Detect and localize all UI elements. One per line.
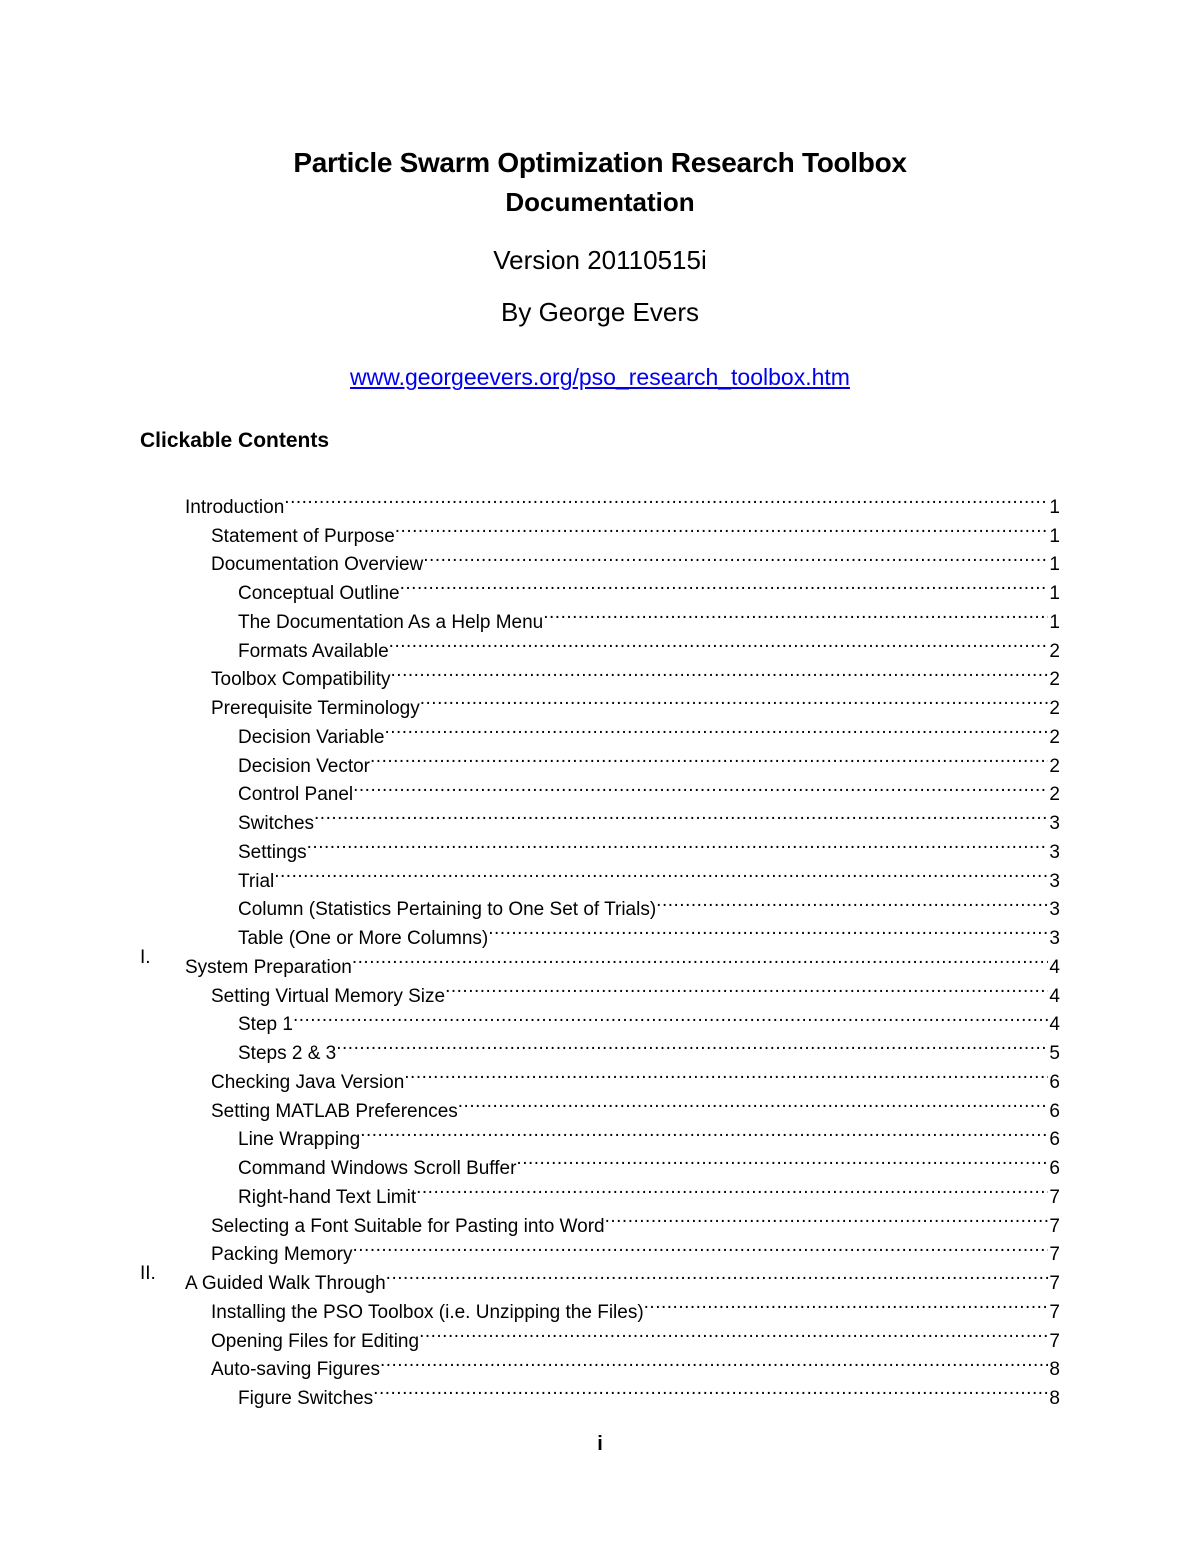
toc-entry-label: The Documentation As a Help Menu — [238, 611, 544, 633]
toc-entry-page: 6 — [1049, 1071, 1060, 1093]
toc-entry[interactable] — [140, 714, 1060, 748]
toc-entry-number: II. — [140, 1263, 156, 1285]
toc-entry[interactable] — [140, 1030, 1060, 1064]
toc-entry-label: Formats Available — [238, 640, 389, 662]
toc-entry-label: Auto-saving Figures — [211, 1359, 380, 1381]
toc-entry-page: 3 — [1049, 870, 1060, 892]
table-of-contents — [140, 484, 1060, 1409]
toc-dot-leader — [384, 714, 1048, 743]
toc-dot-leader — [458, 1088, 1049, 1117]
toc-entry[interactable] — [140, 1260, 1060, 1294]
toc-entry-label: Decision Vector — [238, 755, 371, 777]
toc-dot-leader — [380, 1347, 1048, 1376]
toc-entry-page: 7 — [1049, 1330, 1060, 1352]
toc-dot-leader — [314, 800, 1048, 829]
toc-entry[interactable] — [140, 1232, 1060, 1266]
toc-entry-page: 7 — [1049, 1301, 1060, 1323]
toc-dot-leader — [293, 1002, 1048, 1031]
toc-entry-label: Statement of Purpose — [211, 525, 395, 547]
toc-entry[interactable] — [140, 570, 1060, 604]
toc-entry-label: System Preparation — [185, 956, 352, 978]
toc-entry[interactable] — [140, 858, 1060, 892]
toc-entry-page: 8 — [1049, 1359, 1060, 1381]
document-url-line — [0, 358, 1200, 396]
toc-dot-leader — [353, 1232, 1049, 1261]
toc-entry[interactable] — [140, 657, 1060, 691]
toc-entry-label: Settings — [238, 841, 307, 863]
toc-entry-page: 1 — [1049, 496, 1060, 518]
toc-entry[interactable] — [140, 1088, 1060, 1122]
page-number: i — [597, 1433, 603, 1455]
toc-dot-leader — [423, 542, 1048, 571]
toc-dot-leader — [386, 1260, 1049, 1289]
toc-entry-page: 7 — [1049, 1244, 1060, 1266]
toc-entry[interactable] — [140, 829, 1060, 863]
toc-entry-page: 8 — [1049, 1388, 1060, 1409]
toolbox-url-link[interactable]: www.georgeevers.org/pso_research_toolbox.htm — [350, 364, 850, 390]
toc-entry-label: Control Panel — [238, 784, 354, 806]
toc-entry[interactable] — [140, 1059, 1060, 1093]
toc-entry-page: 7 — [1049, 1186, 1060, 1208]
toc-entry[interactable] — [140, 484, 1060, 518]
toc-entry-label: Switches — [238, 813, 315, 834]
toc-dot-leader — [307, 829, 1049, 858]
toc-dot-leader — [336, 1030, 1048, 1059]
toc-entry[interactable] — [140, 887, 1060, 921]
toc-entry-label: Checking Java Version — [211, 1071, 405, 1093]
toc-dot-leader — [644, 1289, 1049, 1318]
toc-dot-leader — [605, 1203, 1049, 1232]
toc-entry[interactable] — [140, 1318, 1060, 1352]
toc-dot-leader — [488, 915, 1048, 944]
toc-entry-label: Column (Statistics Pertaining to One Set of Trials) — [238, 899, 657, 921]
toc-dot-leader — [516, 1145, 1048, 1174]
toc-entry-page: 2 — [1049, 698, 1060, 719]
toc-entry-page: 1 — [1049, 525, 1060, 547]
toc-entry[interactable] — [140, 800, 1060, 834]
toc-entry-label: Setting Virtual Memory Size — [211, 985, 446, 1007]
toc-entry-page: 3 — [1049, 899, 1060, 921]
toc-entry-label: Packing Memory — [211, 1244, 353, 1266]
toc-dot-leader — [360, 1117, 1048, 1146]
document-subtitle: Documentation — [505, 187, 695, 217]
toc-entry-label: Opening Files for Editing — [211, 1330, 420, 1352]
toc-dot-leader — [395, 513, 1049, 542]
toc-dot-leader — [404, 1059, 1048, 1088]
document-title: Particle Swarm Optimization Research Toolbox — [293, 147, 907, 178]
toc-entry-label: Command Windows Scroll Buffer — [238, 1158, 517, 1179]
toc-entry-label: Line Wrapping — [238, 1129, 361, 1151]
toc-entry-label: Documentation Overview — [211, 554, 424, 576]
toc-entry-page: 1 — [1049, 611, 1060, 633]
toc-entry-page: 7 — [1049, 1273, 1060, 1294]
toc-entry-label: Table (One or More Columns) — [238, 928, 489, 949]
toc-entry-label: A Guided Walk Through — [185, 1273, 386, 1294]
toc-entry[interactable] — [140, 973, 1060, 1007]
toc-dot-leader — [352, 944, 1049, 973]
toc-dot-leader — [274, 858, 1048, 887]
toc-entry-page: 4 — [1049, 956, 1060, 978]
toc-entry[interactable] — [140, 513, 1060, 547]
toc-dot-leader — [445, 973, 1048, 1002]
toc-dot-leader — [419, 1318, 1048, 1347]
toc-entry[interactable] — [140, 1203, 1060, 1237]
toc-entry-page: 2 — [1049, 726, 1060, 748]
toc-entry[interactable] — [140, 1174, 1060, 1208]
toc-entry[interactable] — [140, 1117, 1060, 1151]
toc-entry-page: 2 — [1049, 669, 1060, 691]
toc-entry[interactable] — [140, 542, 1060, 576]
toc-entry-page: 1 — [1049, 554, 1060, 576]
toc-entry-page: 6 — [1049, 1158, 1060, 1179]
toc-entry-page: 3 — [1049, 928, 1060, 949]
toc-entry-page: 1 — [1049, 583, 1060, 604]
toc-entry[interactable] — [140, 1375, 1060, 1409]
toc-entry-label: Step 1 — [238, 1014, 293, 1036]
document-version: Version 20110515i — [493, 245, 707, 275]
toc-entry[interactable] — [140, 628, 1060, 662]
toc-entry-page: 4 — [1049, 985, 1060, 1007]
toc-dot-leader — [420, 685, 1049, 714]
document-author: By George Evers — [501, 297, 699, 327]
toc-entry[interactable] — [140, 685, 1060, 719]
toc-entry-page: 3 — [1049, 813, 1060, 834]
toc-entry-label: Conceptual Outline — [238, 583, 400, 604]
toc-entry-number: I. — [140, 947, 151, 968]
toc-entry[interactable] — [140, 1347, 1060, 1381]
toc-entry-page: 7 — [1049, 1215, 1060, 1237]
toc-entry[interactable] — [140, 599, 1060, 633]
toc-entry-label: Introduction — [185, 496, 285, 518]
toc-entry-page: 2 — [1049, 755, 1060, 777]
toc-dot-leader — [391, 657, 1049, 686]
toc-entry[interactable] — [140, 1002, 1060, 1036]
toc-entry-page: 6 — [1049, 1129, 1060, 1151]
toc-dot-leader — [284, 484, 1048, 513]
toc-dot-leader — [543, 599, 1048, 628]
toc-entry-label: Installing the PSO Toolbox (i.e. Unzipping the Files) — [211, 1301, 644, 1323]
toc-entry-label: Selecting a Font Suitable for Pasting into Word — [211, 1215, 605, 1237]
toc-dot-leader — [389, 628, 1049, 657]
toc-entry-page: 6 — [1049, 1100, 1060, 1122]
toc-entry[interactable] — [140, 743, 1060, 777]
toc-entry-label: Figure Switches — [238, 1388, 374, 1409]
toc-entry-label: Steps 2 & 3 — [238, 1043, 337, 1064]
toc-entry-label: Setting MATLAB Preferences — [211, 1100, 458, 1122]
toc-dot-leader — [370, 743, 1048, 772]
toc-entry-page: 5 — [1049, 1043, 1060, 1064]
toc-dot-leader — [353, 772, 1048, 801]
toc-entry-page: 2 — [1049, 640, 1060, 662]
toc-heading: Clickable Contents — [140, 429, 330, 452]
toc-entry[interactable] — [140, 1145, 1060, 1179]
toc-entry-page: 2 — [1049, 784, 1060, 806]
toc-dot-leader — [416, 1174, 1048, 1203]
toc-dot-leader — [373, 1375, 1048, 1404]
toc-entry-label: Prerequisite Terminology — [211, 698, 420, 719]
toc-entry-label: Decision Variable — [238, 726, 385, 748]
toc-entry-label: Trial — [238, 870, 275, 892]
toc-dot-leader — [400, 570, 1049, 599]
toc-entry-label: Toolbox Compatibility — [211, 669, 391, 691]
toc-dot-leader — [656, 887, 1048, 916]
toc-entry[interactable] — [140, 944, 1060, 978]
toc-entry-page: 4 — [1049, 1014, 1060, 1036]
toc-entry[interactable] — [140, 915, 1060, 949]
toc-entry[interactable] — [140, 1289, 1060, 1323]
toc-entry-page: 3 — [1049, 841, 1060, 863]
toc-entry-label: Right-hand Text Limit — [238, 1186, 417, 1208]
toc-entry[interactable] — [140, 772, 1060, 806]
